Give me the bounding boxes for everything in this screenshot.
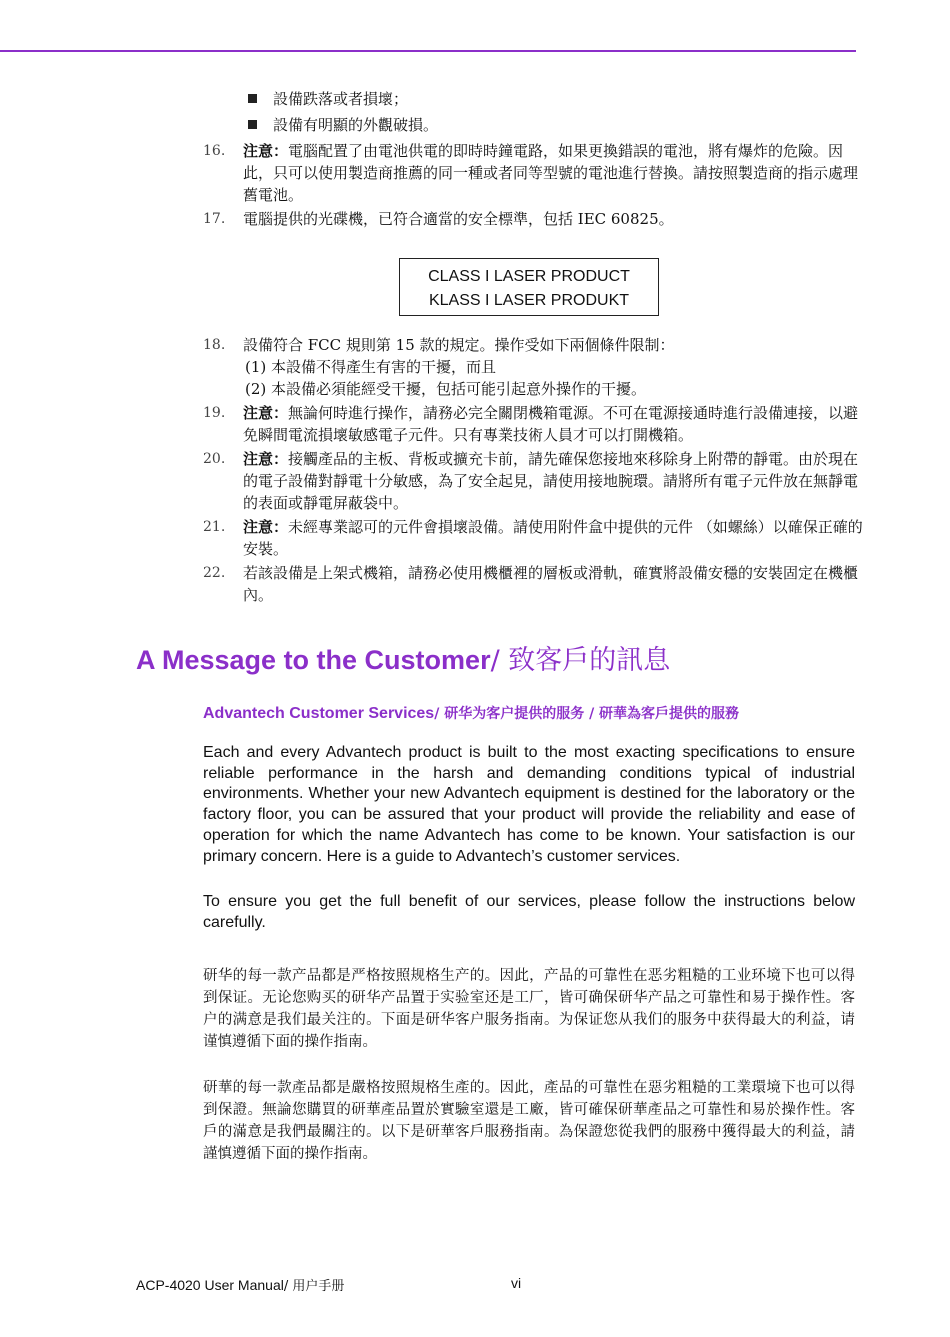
subsection-heading xyxy=(203,703,863,723)
numbered-list-b xyxy=(203,334,863,608)
page-number: vi xyxy=(511,1275,522,1291)
footer-manual-name-cn: / 用户手册 xyxy=(283,1279,345,1294)
item-text: 無論何時進行操作，請務必完全關閉機箱電源。不可在電源接通時進行設備連接，以避免瞬間電流損壞敏感電子元件。只有專業技術人員才可以打開機箱。 xyxy=(243,404,859,444)
footer-title xyxy=(136,1275,344,1294)
item-number: 19. xyxy=(203,405,226,421)
heading-en: A Message to the Customer xyxy=(136,645,491,675)
list-item-22 xyxy=(203,562,863,606)
list-item-20 xyxy=(203,448,863,514)
laser-klass-line: KLASS I LASER PRODUKT xyxy=(428,292,630,309)
paragraph-en-intro: Each and every Advantech product is built to the most exacting specifications to ensure reliable performance in the harsh and demanding conditions typical of industrial environments. Whether your new Advantech equipment is destined for the laboratory or the factory floor, you can be assured that your product will provide the reliability and ease of operation for which the name Advantech has come to be known. Your satisfaction is our primary concern. Here is a guide to Advantech’s customer services. xyxy=(203,744,855,865)
item-text: 若該設備是上架式機箱，請務必使用機櫃裡的層板或滑軌，確實將設備安穩的安裝固定在機櫃內。 xyxy=(243,564,859,604)
list-item-19 xyxy=(203,402,863,446)
item-text: 電腦配置了由電池供電的即時時鐘電路，如果更換錯誤的電池，將有爆炸的危險。因此，只可以使用製造商推薦的同一種或者同等型號的電池進行替換。請按照製造商的指示處理舊電池。 xyxy=(243,142,859,204)
footer-manual-name: ACP-4020 User Manual xyxy=(136,1277,284,1293)
header-rule xyxy=(0,50,856,52)
sub-condition-1: (1) 本設備不得產生有害的干擾，而且 xyxy=(245,358,497,376)
item-text: 接觸產品的主板、背板或擴充卡前，請先確保您接地來移除身上附帶的靜電。由於現在的電子設備對靜電十分敏感，為了安全起見，請使用接地腕環。請將所有電子元件放在無靜電的表面或靜電屏蔽袋中。 xyxy=(243,450,859,512)
paragraph-cn-traditional: 研華的每一款產品都是嚴格按照規格生產的。因此，產品的可靠性在惡劣粗糙的工業環境下也可以得到保證。無論您購買的研華產品置於實驗室還是工廠，皆可確保研華產品之可靠性和易於操作性。客戶的滿意是我們最關注的。以下是研華客戶服務指南。為保證您從我們的服務中獲得最大的利益，請謹慎遵循下面的操作指南。 xyxy=(203,1080,855,1162)
square-bullet-icon xyxy=(248,120,257,129)
numbered-list-a xyxy=(203,140,863,232)
subheading-cn: / 研华为客户提供的服务 / 研華為客戶提供的服務 xyxy=(434,706,740,722)
bullet-text: 設備跌落或者損壞； xyxy=(273,90,409,108)
item-number: 17. xyxy=(203,211,226,227)
section-heading xyxy=(136,638,856,677)
paragraph-en-instructions: To ensure you get the full benefit of our services, please follow the instructions below carefully. xyxy=(203,893,855,931)
item-number: 21. xyxy=(203,519,226,535)
note-label: 注意： xyxy=(243,142,289,160)
list-item-21 xyxy=(203,516,863,560)
sub-condition-2: (2) 本設備必須能經受干擾，包括可能引起意外操作的干擾。 xyxy=(245,380,647,398)
item-text: 未經專業認可的元件會損壞設備。請使用附件盒中提供的元件 （如螺絲）以確保正確的安裝。 xyxy=(243,518,863,558)
bullet-list xyxy=(248,86,848,138)
note-label: 注意： xyxy=(243,518,289,536)
note-label: 注意： xyxy=(243,404,289,422)
subheading-en: Advantech Customer Services xyxy=(203,705,435,722)
bullet-text: 設備有明顯的外觀破損。 xyxy=(273,116,439,134)
list-item-18 xyxy=(203,334,863,400)
note-label: 注意： xyxy=(243,450,289,468)
laser-product-box xyxy=(399,258,659,316)
item-number: 16. xyxy=(203,143,226,159)
bullet-item xyxy=(248,112,848,138)
item-number: 20. xyxy=(203,451,226,467)
list-item-17 xyxy=(203,208,863,230)
item-text: 電腦提供的光碟機，已符合適當的安全標準，包括 IEC 60825。 xyxy=(243,210,674,228)
paragraph-cn-simplified: 研华的每一款产品都是严格按照规格生产的。因此，产品的可靠性在恶劣粗糙的工业环境下也可以得到保证。无论您购买的研华产品置于实验室还是工厂，皆可确保研华产品之可靠性和易于操作性。客户的满意是我们最关注的。下面是研华客户服务指南。为保证您从我们的服务中获得最大的利益，请谨慎遵循下面的操作指南。 xyxy=(203,968,855,1050)
bullet-item xyxy=(248,86,848,112)
item-number: 18. xyxy=(203,337,226,353)
item-text: 設備符合 FCC 規則第 15 款的規定。操作受如下兩個條件限制： xyxy=(243,336,675,354)
laser-class-line: CLASS I LASER PRODUCT xyxy=(428,268,630,285)
list-item-16 xyxy=(203,140,863,206)
square-bullet-icon xyxy=(248,94,257,103)
item-number: 22. xyxy=(203,565,226,581)
heading-cn: / 致客戶的訊息 xyxy=(490,645,671,676)
